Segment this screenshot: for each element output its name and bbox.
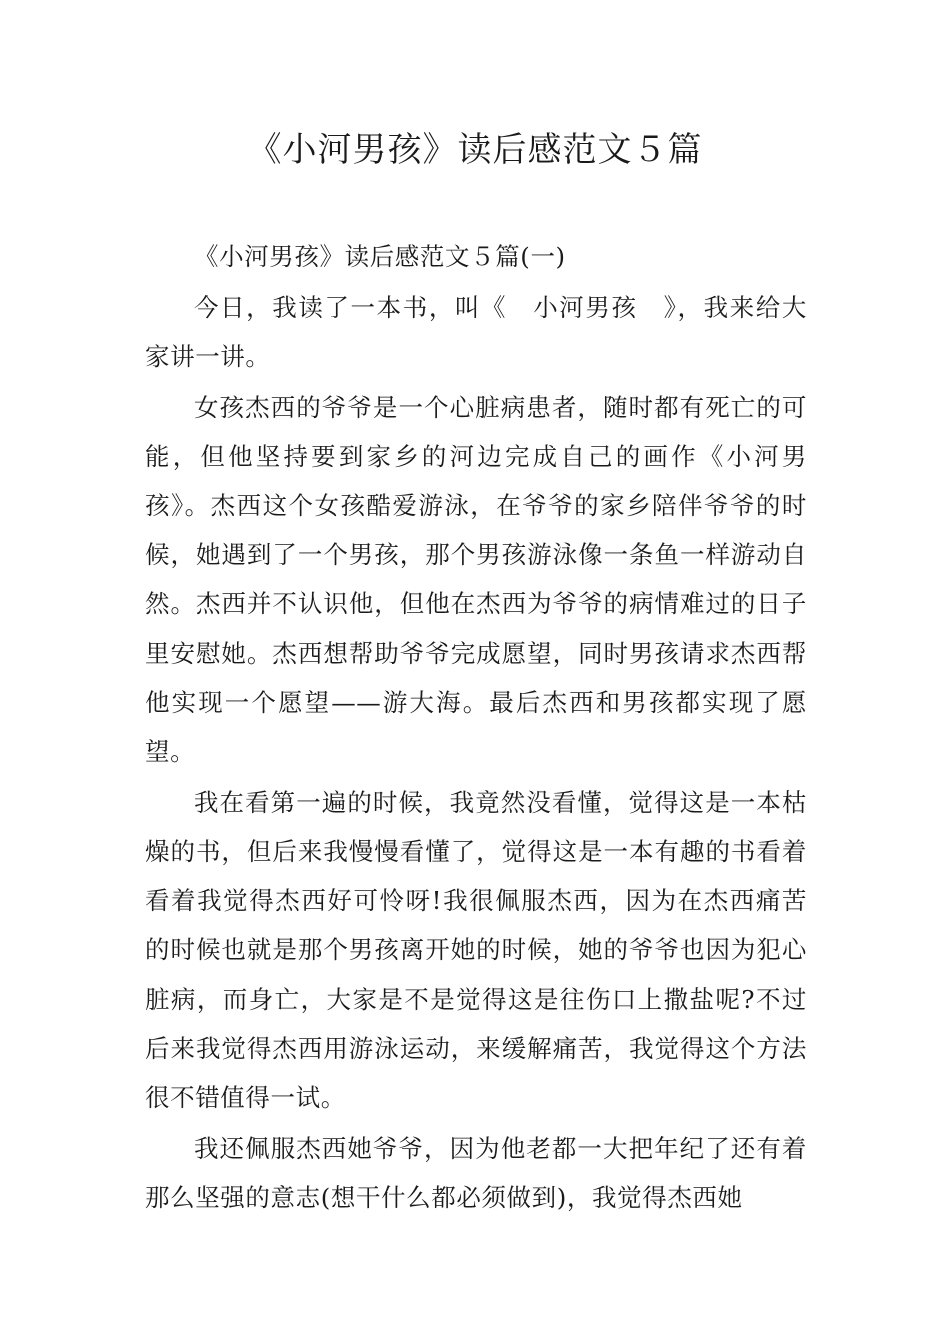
paragraph-summary: 女孩杰西的爷爷是一个心脏病患者，随时都有死亡的可能，但他坚持要到家乡的河边完成自己的画作《小河男孩》。杰西这个女孩酷爱游泳，在爷爷的家乡陪伴爷爷的时候，她遇到了一个男孩，那个男孩游泳像一条鱼一样游动自然。杰西并不认识他，但他在杰西为爷爷的病情难过的日子里安慰她。杰西想帮助爷爷完成愿望，同时男孩请求杰西帮他实现一个愿望——游大海。最后杰西和男孩都实现了愿望。 [145, 392, 807, 767]
document-body [145, 232, 807, 1224]
paragraph-reflection: 我在看第一遍的时候，我竟然没看懂，觉得这是一本枯燥的书，但后来我慢慢看懂了，觉得这是一本有趣的书看着看着我觉得杰西好可怜呀!我很佩服杰西，因为在杰西痛苦的时候也就是那个男孩离开她的时候，她的爷爷也因为犯心脏病，而身亡，大家是不是觉得这是往伤口上撒盐呢?不过后来我觉得杰西用游泳运动，来缓解痛苦，我觉得这个方法很不错值得一试。 [145, 787, 807, 1112]
paragraph-admiration: 我还佩服杰西她爷爷，因为他老都一大把年纪了还有着那么坚强的意志(想干什么都必须做到)，我觉得杰西她 [145, 1133, 807, 1212]
section-heading: 《小河男孩》读后感范文５篇(一) [194, 242, 566, 271]
document-title: 《小河男孩》读后感范文５篇 [247, 130, 703, 170]
paragraph-intro: 今日，我读了一本书，叫《 小河男孩 》，我来给大家讲一讲。 [145, 292, 807, 371]
